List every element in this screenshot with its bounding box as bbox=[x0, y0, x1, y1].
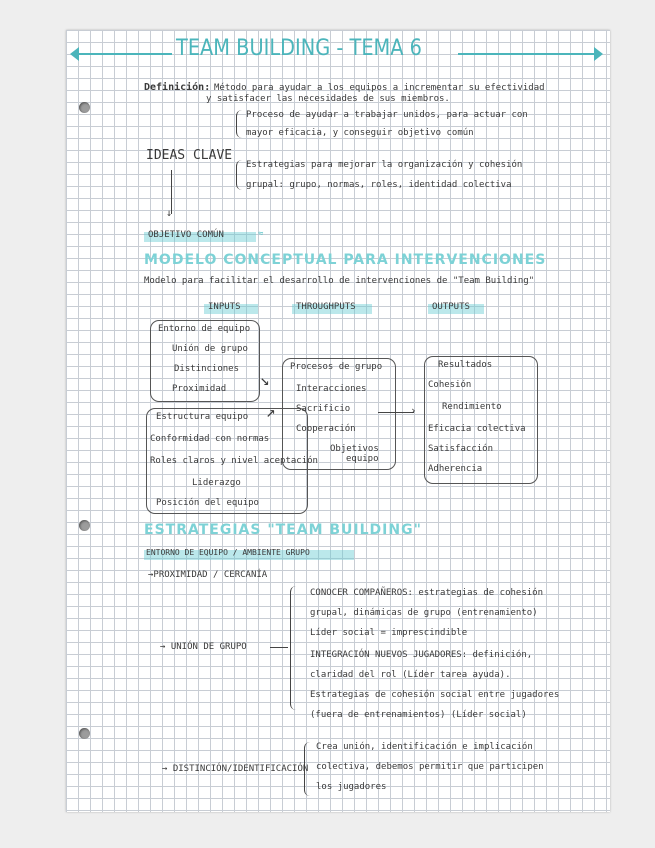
inputs-label: INPUTS bbox=[208, 302, 241, 312]
idea-item: grupal: grupo, normas, roles, identidad colectiva bbox=[246, 180, 512, 190]
union-item: CONOCER COMPAÑEROS: estrategias de cohesión bbox=[310, 588, 543, 598]
estrategias-heading: ESTRATEGIAS "TEAM BUILDING" bbox=[144, 522, 422, 538]
procesos-item: Cooperación bbox=[296, 424, 356, 434]
resultados-item: Satisfacción bbox=[428, 444, 494, 454]
idea-item: Estrategias para mejorar la organización y cohesión bbox=[246, 160, 523, 170]
union-item: Líder social = imprescindible bbox=[310, 628, 468, 638]
resultados-item: Cohesión bbox=[428, 380, 472, 390]
estructura-item: Posición del equipo bbox=[156, 498, 259, 508]
distincion-item: los jugadores bbox=[316, 782, 387, 792]
estructura-item: Conformidad con normas bbox=[150, 434, 270, 444]
ideas-clave-label: IDEAS CLAVE bbox=[146, 148, 233, 163]
resultados-item: Resultados bbox=[438, 360, 493, 370]
definicion-label: Definición: bbox=[144, 82, 211, 93]
distincion-label: → DISTINCIÓN/IDENTIFICACIÓN bbox=[162, 764, 309, 774]
title-right-line bbox=[458, 53, 594, 55]
procesos-item: Procesos de grupo bbox=[290, 362, 383, 372]
binder-hole bbox=[79, 520, 90, 531]
distincion-item: Crea unión, identificación e implicación bbox=[316, 742, 533, 752]
arrow-right-icon: ↗ bbox=[266, 402, 276, 421]
notebook-sheet bbox=[66, 30, 610, 812]
page-title: TEAM BUILDING - TEMA 6 bbox=[176, 36, 422, 61]
arrow-right-icon bbox=[594, 47, 603, 61]
union-item: INTEGRACIÓN NUEVOS JUGADORES: definición, bbox=[310, 650, 533, 660]
procesos-item: Sacrificio bbox=[296, 404, 351, 414]
union-item: grupal, dinámicas de grupo (entrenamiento) bbox=[310, 608, 538, 618]
brace bbox=[236, 110, 245, 138]
idea-item: mayor eficacia, y conseguir objetivo común bbox=[246, 128, 474, 138]
entorno-item: Unión de grupo bbox=[172, 344, 248, 354]
arrow-right-icon: › bbox=[410, 404, 417, 417]
estructura-item: Estructura equipo bbox=[156, 412, 249, 422]
wavy-mark-icon: ≈ bbox=[258, 229, 264, 239]
title-left-line bbox=[76, 53, 172, 55]
union-label: → UNIÓN DE GRUPO bbox=[160, 642, 247, 652]
modelo-subtitle: Modelo para facilitar el desarrollo de intervenciones de "Team Building" bbox=[144, 276, 535, 286]
brace bbox=[290, 586, 299, 710]
arrow-right-icon: ↘ bbox=[260, 370, 270, 389]
entorno-item: Proximidad bbox=[172, 384, 227, 394]
procesos-item: Interacciones bbox=[296, 384, 367, 394]
union-item: claridad del rol (Líder tarea ayuda). bbox=[310, 670, 511, 680]
modelo-heading: MODELO CONCEPTUAL PARA INTERVENCIONES bbox=[144, 252, 547, 268]
objetivo-label: OBJETIVO COMÚN bbox=[148, 230, 224, 240]
entorno-item: Entorno de equipo bbox=[158, 324, 251, 334]
proximidad-label: →PROXIMIDAD / CERCANÍA bbox=[148, 570, 268, 580]
resultados-item: Eficacia colectiva bbox=[428, 424, 526, 434]
procesos-item: Objetivos bbox=[330, 444, 379, 454]
estructura-item: Liderazgo bbox=[192, 478, 241, 488]
distincion-item: colectiva, debemos permitir que participen bbox=[316, 762, 544, 772]
idea-item: Proceso de ayudar a trabajar unidos, para actuar con bbox=[246, 110, 528, 120]
estructura-item: Roles claros y nivel aceptación bbox=[150, 456, 318, 466]
throughputs-label: THROUGHPUTS bbox=[296, 302, 356, 312]
down-arrow-icon: ↓ bbox=[166, 208, 173, 219]
resultados-item: Rendimiento bbox=[442, 402, 502, 412]
connector bbox=[270, 647, 288, 648]
definicion-line2: y satisfacer las necesidades de sus miembros. bbox=[206, 94, 450, 104]
entorno-item: Distinciones bbox=[174, 364, 240, 374]
resultados-item: Adherencia bbox=[428, 464, 483, 474]
union-item: (fuera de entrenamientos) (Líder social) bbox=[310, 710, 527, 720]
brace bbox=[236, 160, 245, 190]
procesos-item: equipo bbox=[346, 454, 379, 464]
arrow-left-icon bbox=[70, 47, 79, 61]
binder-hole bbox=[79, 728, 90, 739]
definicion-line1: Método para ayudar a los equipos a incrementar su efectividad bbox=[214, 83, 545, 93]
arrow-line bbox=[378, 412, 414, 413]
union-item: Estrategias de cohesión social entre jugadores bbox=[310, 690, 560, 700]
outputs-label: OUTPUTS bbox=[432, 302, 470, 312]
binder-hole bbox=[79, 102, 90, 113]
estrategias-sub: ENTORNO DE EQUIPO / AMBIENTE GRUPO bbox=[146, 548, 310, 557]
